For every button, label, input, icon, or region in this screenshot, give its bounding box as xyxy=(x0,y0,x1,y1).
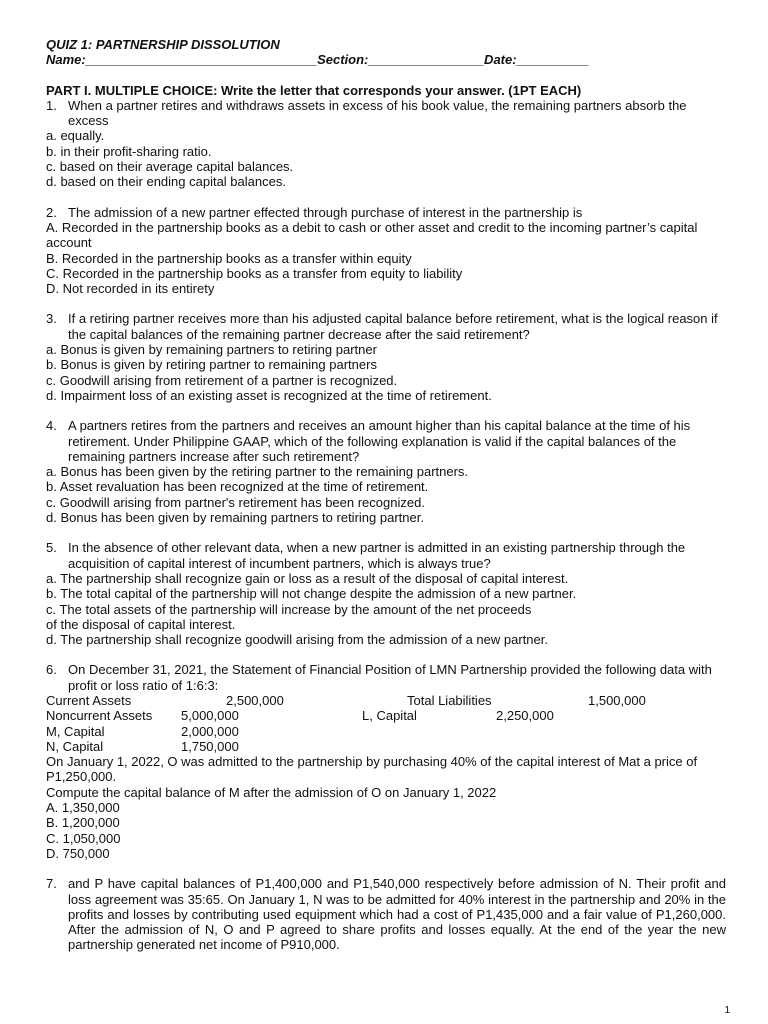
balance-value: 2,250,000 xyxy=(496,708,554,724)
question-stem: If a retiring partner receives more than his adjusted capital balance before retirement, what is the logical reason if the capital balances of the remaining partner decrease after the said retirement? xyxy=(68,311,718,342)
option: C. Recorded in the partnership books as a transfer from equity to liability xyxy=(46,265,463,281)
option: A. Recorded in the partnership books as a debit to cash or other asset and credit to the incoming partner’s capital account xyxy=(46,219,698,251)
option: a. The partnership shall recognize gain or loss as a result of the disposal of capital interest. xyxy=(46,570,569,586)
balance-label: L, Capital xyxy=(362,708,417,724)
question-4 xyxy=(46,418,726,525)
question-stem: The admission of a new partner effected through purchase of interest in the partnership is xyxy=(68,204,583,220)
question-stem: On December 31, 2021, the Statement of Financial Position of LMN Partnership provided the following data with profit or loss ratio of 1:6:3: xyxy=(68,662,712,693)
balance-value: 1,750,000 xyxy=(181,738,239,754)
question-stem: In the absence of other relevant data, when a new partner is admitted in an existing partnership through the acquisition of capital interest of incumbent partners, which is always true? xyxy=(68,540,686,571)
balance-label: Current Assets xyxy=(46,692,132,708)
option: d. Bonus has been given by remaining partners to retiring partner. xyxy=(46,510,424,526)
balance-value: 2,500,000 xyxy=(226,692,284,708)
option: of the disposal of capital interest. xyxy=(46,616,236,632)
option: c. Goodwill arising from retirement of a partner is recognized. xyxy=(46,372,398,388)
balance-row xyxy=(46,708,726,723)
question-text: On January 1, 2022, O was admitted to the partnership by purchasing 40% of the capital interest of Mat a price of P1,250,000. xyxy=(46,754,698,785)
question-1 xyxy=(46,98,726,190)
question-number: 1. xyxy=(46,97,57,113)
question-5 xyxy=(46,540,726,647)
option: a. Bonus is given by remaining partners to retiring partner xyxy=(46,342,377,358)
question-2 xyxy=(46,205,726,297)
option: C. 1,050,000 xyxy=(46,830,121,846)
option: d. Impairment loss of an existing asset is recognized at the time of retirement. xyxy=(46,387,492,403)
option: b. in their profit-sharing ratio. xyxy=(46,143,212,159)
question-number: 4. xyxy=(46,418,57,434)
question-number: 3. xyxy=(46,311,57,327)
question-7 xyxy=(46,876,726,952)
option: a. Bonus has been given by the retiring partner to the remaining partners. xyxy=(46,464,469,480)
option: d. based on their ending capital balances. xyxy=(46,174,286,190)
option: b. The total capital of the partnership will not change despite the admission of a new partner. xyxy=(46,586,577,602)
option: A. 1,350,000 xyxy=(46,800,120,816)
option: d. The partnership shall recognize goodwill arising from the admission of a new partner. xyxy=(46,632,548,648)
question-text: Compute the capital balance of M after the admission of O on January 1, 2022 xyxy=(46,784,497,800)
option: B. Recorded in the partnership books as a transfer within equity xyxy=(46,250,412,266)
quiz-page xyxy=(46,37,726,953)
question-6 xyxy=(46,662,726,861)
option: c. The total assets of the partnership will increase by the amount of the net proceeds xyxy=(46,601,532,617)
balance-row xyxy=(46,724,726,739)
option: b. Asset revaluation has been recognized at the time of retirement. xyxy=(46,479,429,495)
question-number: 5. xyxy=(46,540,57,556)
balance-row xyxy=(46,739,726,754)
part-instruction: PART I. MULTIPLE CHOICE: Write the letter that corresponds your answer. (1PT EACH) xyxy=(46,82,582,98)
balance-value: 2,000,000 xyxy=(181,723,239,739)
question-stem: When a partner retires and withdraws assets in excess of his book value, the remaining partners absorb the excess xyxy=(68,97,687,129)
question-3 xyxy=(46,311,726,403)
balance-label: Noncurrent Assets xyxy=(46,708,153,724)
question-number: 2. xyxy=(46,204,57,220)
question-number: 7. xyxy=(46,876,57,892)
balance-value: 5,000,000 xyxy=(181,708,239,724)
option: c. based on their average capital balances. xyxy=(46,159,294,175)
option: D. 750,000 xyxy=(46,845,110,861)
question-stem: A partners retires from the partners and receives an amount higher than his capital balance at the time of his retirement. Under Philippine GAAP, which of the following explanation is valid if the capital balances of the remaining partners increase after such retirement? xyxy=(68,418,691,464)
question-number: 6. xyxy=(46,662,57,678)
option: b. Bonus is given by retiring partner to remaining partners xyxy=(46,357,377,373)
balance-label: M, Capital xyxy=(46,723,105,739)
option: c. Goodwill arising from partner's retirement has been recognized. xyxy=(46,494,425,510)
balance-value: 1,500,000 xyxy=(588,692,646,708)
option: D. Not recorded in its entirety xyxy=(46,281,215,297)
balance-label: Total Liabilities xyxy=(407,692,492,708)
quiz-title: QUIZ 1: PARTNERSHIP DISSOLUTION xyxy=(46,37,280,52)
option: B. 1,200,000 xyxy=(46,815,120,831)
page-number: 1 xyxy=(724,1004,730,1016)
option: a. equally. xyxy=(46,128,105,144)
question-stem: and P have capital balances of P1,400,000 and P1,540,000 respectively before admission of N. Their profit and loss agreement was 35:65. On January 1, N was to be admitted for 40% interest in the partnership and 20% in the profits and losses by contributing used equipment which had a cost of P1,435,000 and a fair value of P1,260,000. After the admission of N, O and P agreed to share profits and losses equally. At the end of the year the new partnership generated net income of P910,000. xyxy=(68,876,726,953)
name-section-date-line: Name:________________________________Section:________________Date:__________ xyxy=(46,52,589,68)
balance-label: N, Capital xyxy=(46,738,104,754)
balance-row xyxy=(46,693,726,708)
